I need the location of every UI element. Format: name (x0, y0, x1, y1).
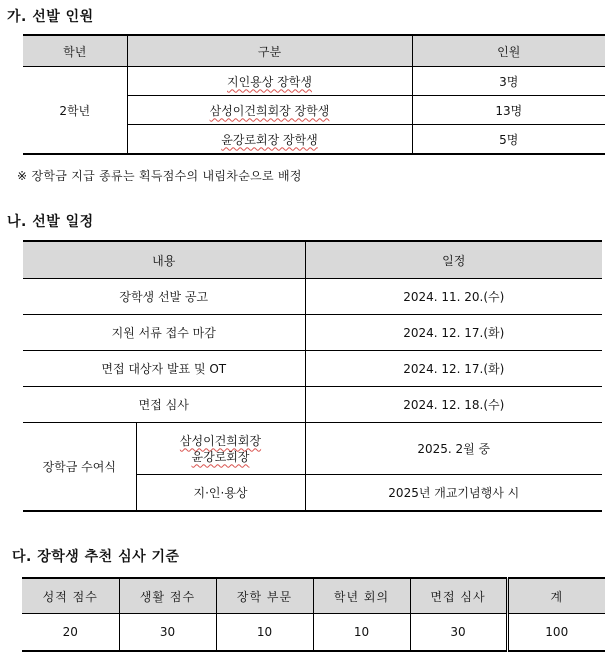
table-row (23, 279, 602, 315)
date-cell: 2024. 11. 20.(수) (305, 279, 602, 315)
content-cell: 면접 심사 (23, 387, 305, 423)
selection-count-table (23, 34, 605, 155)
table-row (23, 387, 602, 423)
count-cell: 5명 (412, 125, 605, 155)
criteria-table (22, 577, 605, 652)
ceremony-sub-cell: 삼성이건희회장 윤강로회장 (136, 423, 305, 475)
header-life-score: 생활 점수 (119, 578, 216, 614)
value-interview: 30 (410, 614, 507, 652)
section-title-selection-count: 가. 선발 인원 (7, 9, 94, 25)
table-row (23, 67, 605, 96)
ceremony-label-cell: 장학금 수여식 (23, 423, 136, 512)
date-cell: 2024. 12. 17.(화) (305, 351, 602, 387)
header-scholarship-division: 장학 부문 (216, 578, 313, 614)
header-grade-meeting: 학년 회의 (313, 578, 410, 614)
content-cell: 면접 대상자 발표 및 OT (23, 351, 305, 387)
date-cell: 2025년 개교기념행사 시 (305, 475, 602, 512)
table-header-row (23, 241, 602, 279)
date-cell: 2025. 2월 중 (305, 423, 602, 475)
count-cell: 13명 (412, 96, 605, 125)
header-grade-score: 성적 점수 (22, 578, 119, 614)
header-category: 구분 (127, 35, 412, 67)
value-total: 100 (545, 625, 569, 639)
table-header-row (23, 35, 605, 67)
table-row (23, 351, 602, 387)
category-cell: 삼성이건희회장 장학생 (127, 96, 412, 125)
schedule-table (23, 240, 602, 512)
date-cell: 2024. 12. 18.(수) (305, 387, 602, 423)
grade-cell: 2학년 (23, 67, 127, 155)
header-interview: 면접 심사 (410, 578, 507, 614)
value-grade-meeting: 10 (313, 614, 410, 652)
table-row (23, 315, 602, 351)
date-cell: 2024. 12. 17.(화) (305, 315, 602, 351)
value-scholarship-division: 10 (216, 614, 313, 652)
header-total: 계 (507, 578, 605, 614)
header-grade: 학년 (23, 35, 127, 67)
value-life-score: 30 (119, 614, 216, 652)
section-title-schedule: 나. 선발 일정 (7, 214, 94, 230)
table-header-row (22, 578, 605, 614)
content-cell: 지원 서류 접수 마감 (23, 315, 305, 351)
allocation-note: ※ 장학금 지급 종류는 획득점수의 내림차순으로 배정 (17, 169, 302, 183)
content-cell: 장학생 선발 공고 (23, 279, 305, 315)
category-cell: 윤강로회장 장학생 (127, 125, 412, 155)
count-cell: 3명 (412, 67, 605, 96)
section-title-criteria: 다. 장학생 추천 심사 기준 (12, 549, 180, 565)
ceremony-sub-cell: 지·인·용상 (136, 475, 305, 512)
category-cell: 지인용상 장학생 (127, 67, 412, 96)
header-content: 내용 (23, 241, 305, 279)
table-row (23, 423, 602, 475)
header-date: 일정 (305, 241, 602, 279)
header-count: 인원 (412, 35, 605, 67)
table-row (22, 614, 605, 652)
value-grade-score: 20 (22, 614, 119, 652)
